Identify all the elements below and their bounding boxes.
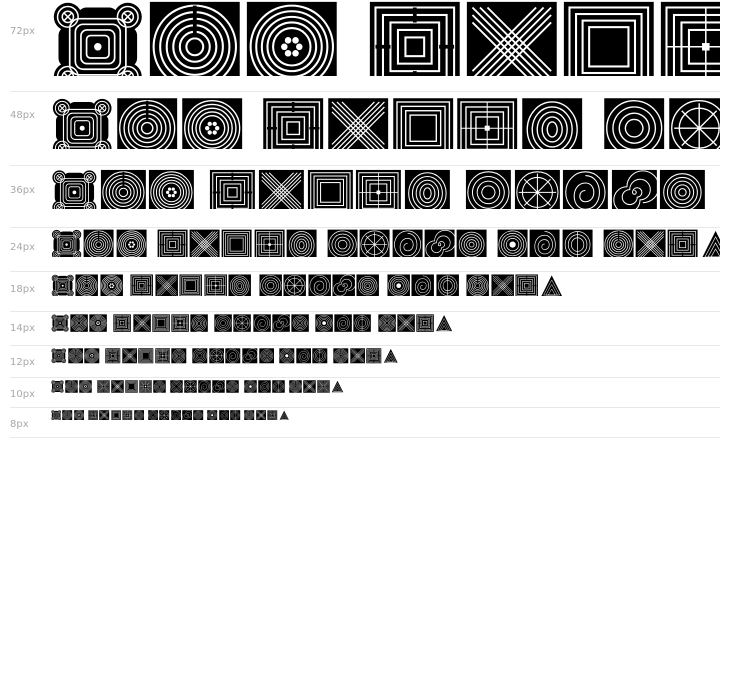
- labyrinth-round-icon: [333, 348, 349, 364]
- labyrinth-round-x-icon: [359, 229, 390, 257]
- labyrinth-x-maze-icon: [397, 314, 415, 332]
- labyrinth-round-x-icon: [209, 348, 225, 364]
- labyrinth-round-small-icon: [193, 410, 203, 420]
- labyrinth-round-star-icon: [100, 274, 123, 296]
- labyrinth-triangle-icon: [540, 274, 563, 296]
- labyrinth-round-center-icon: [315, 314, 333, 332]
- labyrinth-round-small-icon: [291, 314, 309, 332]
- labyrinth-round-x-icon: [283, 274, 306, 296]
- labyrinth-oval-icon: [153, 380, 166, 393]
- glyph-strip: [51, 380, 720, 394]
- labyrinth-round-icon: [116, 97, 178, 149]
- labyrinth-square-maze-icon: [157, 229, 188, 257]
- labyrinth-round-star-icon: [74, 410, 84, 420]
- labyrinth-oval-spiral-icon: [411, 274, 434, 296]
- labyrinth-oval-maze-icon: [562, 229, 593, 257]
- labyrinth-cross-icon: [51, 97, 113, 149]
- labyrinth-round-small-icon: [259, 348, 275, 364]
- labyrinth-round-icon: [244, 410, 254, 420]
- labyrinth-spiral-icon: [272, 314, 290, 332]
- labyrinth-spiral-icon: [212, 380, 225, 393]
- size-label: 10px: [10, 389, 35, 400]
- labyrinth-oval-spiral-icon: [529, 229, 560, 257]
- labyrinth-square-maze-icon: [88, 410, 98, 420]
- glyph-strip: [51, 274, 720, 296]
- size-label: 36px: [10, 185, 35, 196]
- size-label: 18px: [10, 284, 35, 295]
- labyrinth-x-maze-icon: [111, 380, 124, 393]
- labyrinth-square-maze-icon: [262, 97, 324, 149]
- labyrinth-round-icon: [65, 380, 78, 393]
- labyrinth-square-maze-icon: [368, 0, 462, 76]
- labyrinth-x-maze-icon: [122, 348, 138, 364]
- labyrinth-square-maze-icon: [317, 380, 330, 393]
- preview-row: [10, 166, 720, 228]
- labyrinth-round-swirl-icon: [465, 169, 512, 209]
- labyrinth-square-center-icon: [179, 274, 202, 296]
- labyrinth-oval-spiral-icon: [219, 410, 229, 420]
- size-label: 8px: [10, 419, 29, 430]
- labyrinth-square-center-icon: [111, 410, 121, 420]
- glyph-strip: [51, 97, 720, 149]
- labyrinth-round-swirl-icon: [148, 410, 158, 420]
- labyrinth-triangle-icon: [435, 314, 453, 332]
- labyrinth-x-maze-icon: [155, 274, 178, 296]
- labyrinth-round-small-icon: [456, 229, 487, 257]
- labyrinth-round-swirl-icon: [603, 97, 665, 149]
- labyrinth-round-icon: [62, 410, 72, 420]
- labyrinth-oval-icon: [228, 274, 251, 296]
- labyrinth-round-center-icon: [279, 348, 295, 364]
- labyrinth-oval-icon: [190, 314, 208, 332]
- labyrinth-round-icon: [70, 314, 88, 332]
- glyph-strip: [51, 169, 720, 209]
- labyrinth-x-maze-icon: [491, 274, 514, 296]
- glyph-space: [452, 183, 465, 184]
- labyrinth-square-maze-icon: [366, 348, 382, 364]
- labyrinth-round-small-icon: [356, 274, 379, 296]
- labyrinth-square-center-icon: [307, 169, 354, 209]
- glyph-space: [489, 243, 497, 244]
- labyrinth-square-center-icon: [152, 314, 170, 332]
- labyrinth-x-maze-icon: [327, 97, 389, 149]
- preview-row: [10, 0, 720, 92]
- labyrinth-square-dot-icon: [171, 314, 189, 332]
- labyrinth-triangle-icon: [279, 410, 289, 420]
- labyrinth-oval-icon: [134, 410, 144, 420]
- labyrinth-square-center-icon: [138, 348, 154, 364]
- glyph-strip: [51, 348, 720, 364]
- labyrinth-square-dot-icon: [122, 410, 132, 420]
- labyrinth-round-small-icon: [226, 380, 239, 393]
- preview-row: [10, 312, 720, 346]
- labyrinth-oval-icon: [171, 348, 187, 364]
- glyph-strip: [51, 229, 720, 257]
- labyrinth-triangle-icon: [700, 229, 720, 257]
- labyrinth-oval-spiral-icon: [258, 380, 271, 393]
- labyrinth-square-maze-icon: [416, 314, 434, 332]
- labyrinth-oval-icon: [521, 97, 583, 149]
- labyrinth-round-star-icon: [245, 0, 339, 76]
- labyrinth-x-maze-icon: [189, 229, 220, 257]
- labyrinth-spiral-icon: [332, 274, 355, 296]
- labyrinth-spiral-icon: [242, 348, 258, 364]
- labyrinth-square-dot-icon: [139, 380, 152, 393]
- labyrinth-oval-maze-icon: [353, 314, 371, 332]
- labyrinth-oval-swirl-icon: [253, 314, 271, 332]
- glyph-strip: [51, 0, 720, 76]
- glyph-space: [586, 111, 603, 112]
- labyrinth-square-dot-icon: [204, 274, 227, 296]
- labyrinth-oval-spiral-icon: [334, 314, 352, 332]
- preview-row: [10, 346, 720, 378]
- labyrinth-x-maze-icon: [256, 410, 266, 420]
- labyrinth-x-maze-icon: [350, 348, 366, 364]
- glyph-space: [708, 183, 720, 184]
- labyrinth-cross-icon: [51, 0, 145, 76]
- labyrinth-square-maze-icon: [105, 348, 121, 364]
- glyph-space: [197, 183, 210, 184]
- labyrinth-oval-swirl-icon: [225, 348, 241, 364]
- labyrinth-spiral-icon: [611, 169, 658, 209]
- size-label: 12px: [10, 357, 35, 368]
- labyrinth-spiral-icon: [182, 410, 192, 420]
- labyrinth-oval-maze-icon: [272, 380, 285, 393]
- labyrinth-x-maze-icon: [258, 169, 305, 209]
- labyrinth-oval-maze-icon: [230, 410, 240, 420]
- labyrinth-round-swirl-icon: [170, 380, 183, 393]
- labyrinth-round-icon: [466, 274, 489, 296]
- labyrinth-round-swirl-icon: [192, 348, 208, 364]
- labyrinth-round-star-icon: [79, 380, 92, 393]
- labyrinth-cross-icon: [51, 274, 74, 296]
- labyrinth-x-maze-icon: [99, 410, 109, 420]
- labyrinth-round-icon: [378, 314, 396, 332]
- labyrinth-round-swirl-icon: [327, 229, 358, 257]
- labyrinth-round-x-icon: [159, 410, 169, 420]
- labyrinth-round-star-icon: [116, 229, 147, 257]
- labyrinth-round-center-icon: [387, 274, 410, 296]
- preview-row: [10, 92, 720, 166]
- labyrinth-round-icon: [603, 229, 634, 257]
- labyrinth-x-maze-icon: [465, 0, 559, 76]
- labyrinth-oval-swirl-icon: [392, 229, 423, 257]
- labyrinth-square-maze-icon: [97, 380, 110, 393]
- labyrinth-square-maze-icon: [667, 229, 698, 257]
- labyrinth-round-x-icon: [233, 314, 251, 332]
- labyrinth-round-x-icon: [668, 97, 720, 149]
- glyph-strip: [51, 410, 720, 422]
- labyrinth-square-maze-icon: [113, 314, 131, 332]
- labyrinth-cross-icon: [51, 410, 61, 420]
- size-label: 24px: [10, 242, 35, 253]
- glyph-space: [148, 243, 156, 244]
- labyrinth-oval-icon: [286, 229, 317, 257]
- labyrinth-triangle-icon: [383, 348, 399, 364]
- labyrinth-round-star-icon: [89, 314, 107, 332]
- labyrinth-x-maze-icon: [133, 314, 151, 332]
- labyrinth-round-star-icon: [84, 348, 100, 364]
- labyrinth-round-center-icon: [207, 410, 217, 420]
- glyph-space: [594, 243, 602, 244]
- preview-row: [10, 378, 720, 408]
- labyrinth-round-icon: [75, 274, 98, 296]
- labyrinth-oval-icon: [404, 169, 451, 209]
- labyrinth-square-dot-icon: [355, 169, 402, 209]
- labyrinth-cross-icon: [51, 314, 69, 332]
- labyrinth-round-center-icon: [497, 229, 528, 257]
- glyph-space: [318, 243, 326, 244]
- labyrinth-round-swirl-icon: [214, 314, 232, 332]
- labyrinth-cross-icon: [51, 380, 64, 393]
- labyrinth-square-dot-icon: [659, 0, 720, 76]
- labyrinth-triangle-icon: [331, 380, 344, 393]
- labyrinth-square-dot-icon: [254, 229, 285, 257]
- labyrinth-square-dot-icon: [155, 348, 171, 364]
- labyrinth-oval-swirl-icon: [171, 410, 181, 420]
- labyrinth-oval-spiral-icon: [296, 348, 312, 364]
- labyrinth-round-icon: [68, 348, 84, 364]
- size-label: 72px: [10, 26, 35, 37]
- glyph-strip: [51, 314, 720, 332]
- labyrinth-square-maze-icon: [267, 410, 277, 420]
- labyrinth-round-x-icon: [184, 380, 197, 393]
- labyrinth-round-icon: [289, 380, 302, 393]
- labyrinth-round-star-icon: [148, 169, 195, 209]
- preview-row: [10, 272, 720, 312]
- labyrinth-square-center-icon: [221, 229, 252, 257]
- labyrinth-round-icon: [148, 0, 242, 76]
- labyrinth-x-maze-icon: [303, 380, 316, 393]
- labyrinth-cross-icon: [51, 348, 67, 364]
- labyrinth-round-swirl-icon: [259, 274, 282, 296]
- labyrinth-round-icon: [100, 169, 147, 209]
- labyrinth-round-star-icon: [181, 97, 243, 149]
- labyrinth-round-center-icon: [244, 380, 257, 393]
- labyrinth-x-maze-icon: [635, 229, 666, 257]
- labyrinth-oval-swirl-icon: [198, 380, 211, 393]
- labyrinth-round-small-icon: [659, 169, 706, 209]
- labyrinth-square-center-icon: [125, 380, 138, 393]
- labyrinth-oval-maze-icon: [436, 274, 459, 296]
- labyrinth-oval-swirl-icon: [308, 274, 331, 296]
- labyrinth-oval-swirl-icon: [562, 169, 609, 209]
- labyrinth-round-x-icon: [514, 169, 561, 209]
- size-label: 14px: [10, 323, 35, 334]
- size-label: 48px: [10, 110, 35, 121]
- labyrinth-square-center-icon: [392, 97, 454, 149]
- labyrinth-square-maze-icon: [209, 169, 256, 209]
- preview-row: [10, 408, 720, 438]
- labyrinth-square-maze-icon: [515, 274, 538, 296]
- labyrinth-square-dot-icon: [456, 97, 518, 149]
- preview-row: [10, 228, 720, 272]
- glyph-space: [343, 14, 368, 15]
- labyrinth-cross-icon: [51, 229, 82, 257]
- labyrinth-round-icon: [83, 229, 114, 257]
- labyrinth-square-center-icon: [562, 0, 656, 76]
- glyph-space: [245, 111, 262, 112]
- labyrinth-spiral-icon: [424, 229, 455, 257]
- labyrinth-square-maze-icon: [130, 274, 153, 296]
- labyrinth-oval-maze-icon: [312, 348, 328, 364]
- labyrinth-cross-icon: [51, 169, 98, 209]
